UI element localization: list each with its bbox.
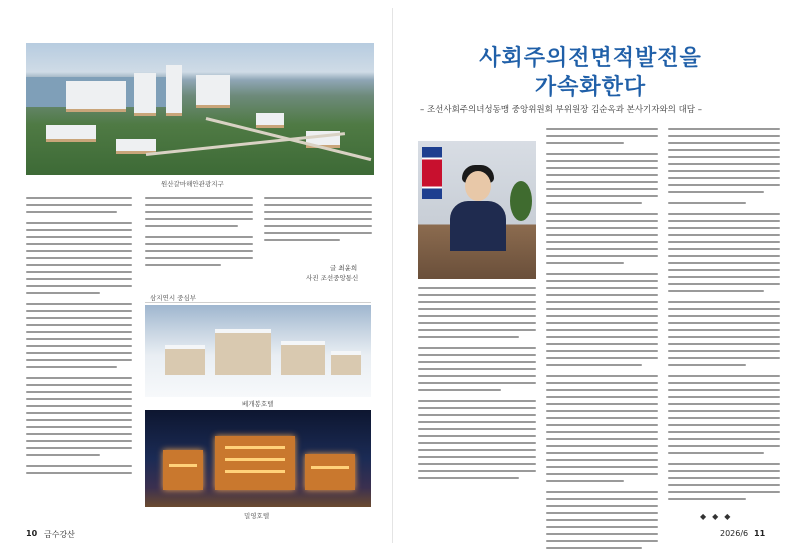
right-page: [394, 0, 787, 551]
city-center-caption: 삼지연시 중심부: [150, 294, 197, 302]
left-text-column-3: [264, 197, 372, 246]
resort-photo-caption: 원산갈마해안관광지구: [161, 180, 224, 188]
magazine-name: 금수강산: [44, 530, 75, 539]
article-end-marks: ◆◆◆: [700, 512, 737, 521]
issue-date: 2026/6: [720, 529, 749, 538]
credit-photographer: 사진 조선중앙통신: [306, 274, 359, 282]
left-text-column-2: [145, 197, 253, 271]
left-text-column-1: [26, 197, 132, 479]
right-page-number: 11: [754, 529, 766, 538]
winter-hotel-photo: [145, 305, 371, 397]
article-subtitle: – 조선사회주의녀성동맹 중앙위원회 부위원장 김순옥과 본사기자와의 대담 –: [420, 105, 702, 115]
credit-writer: 글 최윤희: [330, 264, 358, 272]
interviewee-portrait-photo: [418, 141, 536, 279]
right-text-column-1: [418, 287, 536, 484]
article-headline-line-1: 사회주의전면적발전을: [479, 46, 702, 71]
left-page-number: 10: [26, 529, 38, 538]
left-page: [0, 0, 393, 551]
right-text-column-2: [546, 128, 658, 554]
article-headline-line-2: 가속화한다: [534, 75, 647, 100]
page-spine: [392, 8, 393, 543]
right-text-column-3: [668, 128, 780, 505]
resort-aerial-photo: [26, 43, 374, 175]
night-hotel-photo: [145, 410, 371, 507]
winter-hotel-caption: 베개봉호텔: [242, 400, 274, 408]
night-hotel-caption: 밀영호텔: [244, 512, 270, 520]
